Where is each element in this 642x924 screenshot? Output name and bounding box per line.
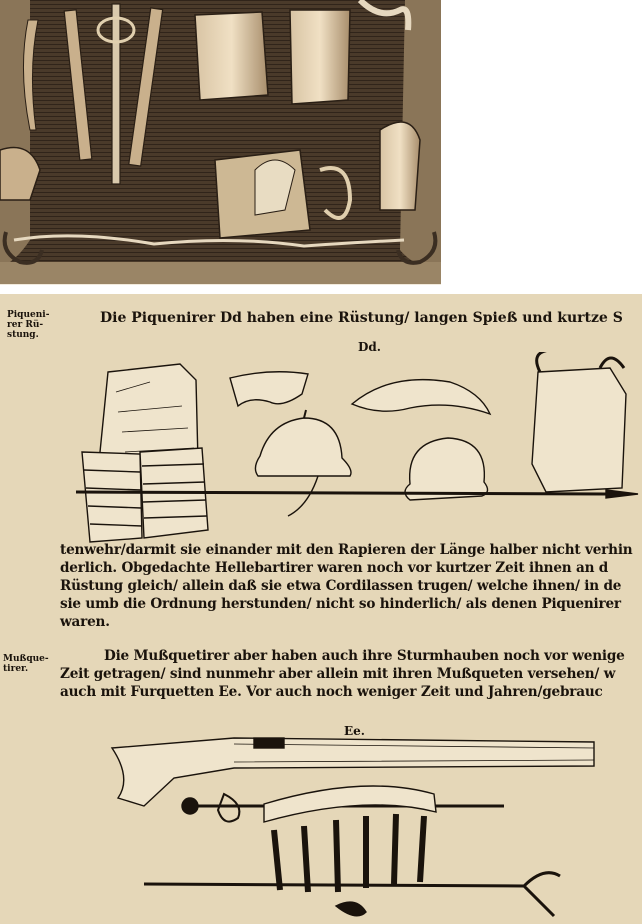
figure-label-ee: Ee. (344, 724, 365, 738)
body-line-7: Zeit getragen/ sind nunmehr aber allein mit ihren Mußqueten versehen/ w (60, 666, 616, 682)
body-line-4: sie umb die Ordnung herstunden/ nicht so hinderlich/ als denen Piquenirer (60, 596, 621, 612)
margin-note-musketeers: Mußque- tirer. (3, 654, 49, 674)
book-page (0, 294, 642, 924)
body-line-2: derlich. Obgedachte Hellebartirer waren noch vor kurtzer Zeit ihnen an d (60, 560, 609, 576)
body-line-1: tenwehr/darmit sie einander mit den Rapieren der Länge halber nicht verhin (60, 542, 633, 558)
figure-label-dd: Dd. (358, 340, 381, 354)
margin-note-pikemen: Piqueni- rer Rü- stung. (7, 310, 50, 340)
body-line-6: Die Mußquetirer aber haben auch ihre Sturmhauben noch vor wenige (104, 648, 625, 664)
armory-engraving (0, 0, 441, 285)
body-line-8: auch mit Furquetten Ee. Vor auch noch weniger Zeit und Jahren/gebrauc (60, 684, 603, 700)
musket-illustration (104, 734, 642, 924)
heading-line: Die Piquenirer Dd haben eine Rüstung/ langen Spieß und kurtze S (100, 310, 623, 326)
body-line-3: Rüstung gleich/ allein daß sie etwa Cordilassen trugen/ welche ihnen/ in de (60, 578, 622, 594)
pikeman-armour-illustration (70, 352, 642, 546)
body-line-5: waren. (60, 614, 110, 630)
